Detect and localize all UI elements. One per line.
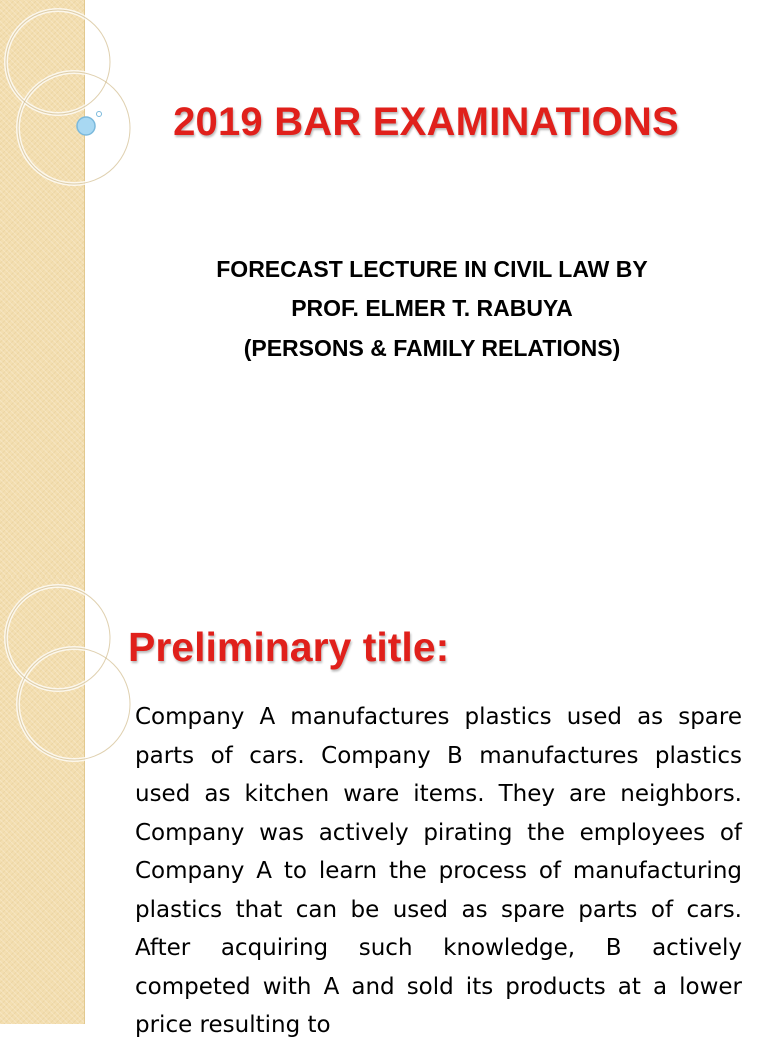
subtitle-line-3: (PERSONS & FAMILY RELATIONS) [243, 335, 621, 361]
slide-2 [0, 576, 768, 1038]
slide-title: 2019 BAR EXAMINATIONS [173, 100, 679, 144]
subtitle-line-2: PROF. ELMER T. RABUYA [291, 295, 573, 321]
decorative-swirl-icon [0, 576, 120, 776]
body-paragraph: Company A manufactures plastics used as spare parts of cars. Company B manufactures plastics used as kitchen ware items. They are neighbors. Company was actively pirating the employees of Company A to learn the process of manufacturing plastics that can be used as spare parts of cars. After acquiring such knowledge, B actively competed with A and sold its products at a lower price resulting to [135, 704, 742, 1038]
subtitle-line-1: FORECAST LECTURE IN CIVIL LAW BY [216, 256, 648, 282]
section-title: Preliminary title: [128, 624, 450, 670]
